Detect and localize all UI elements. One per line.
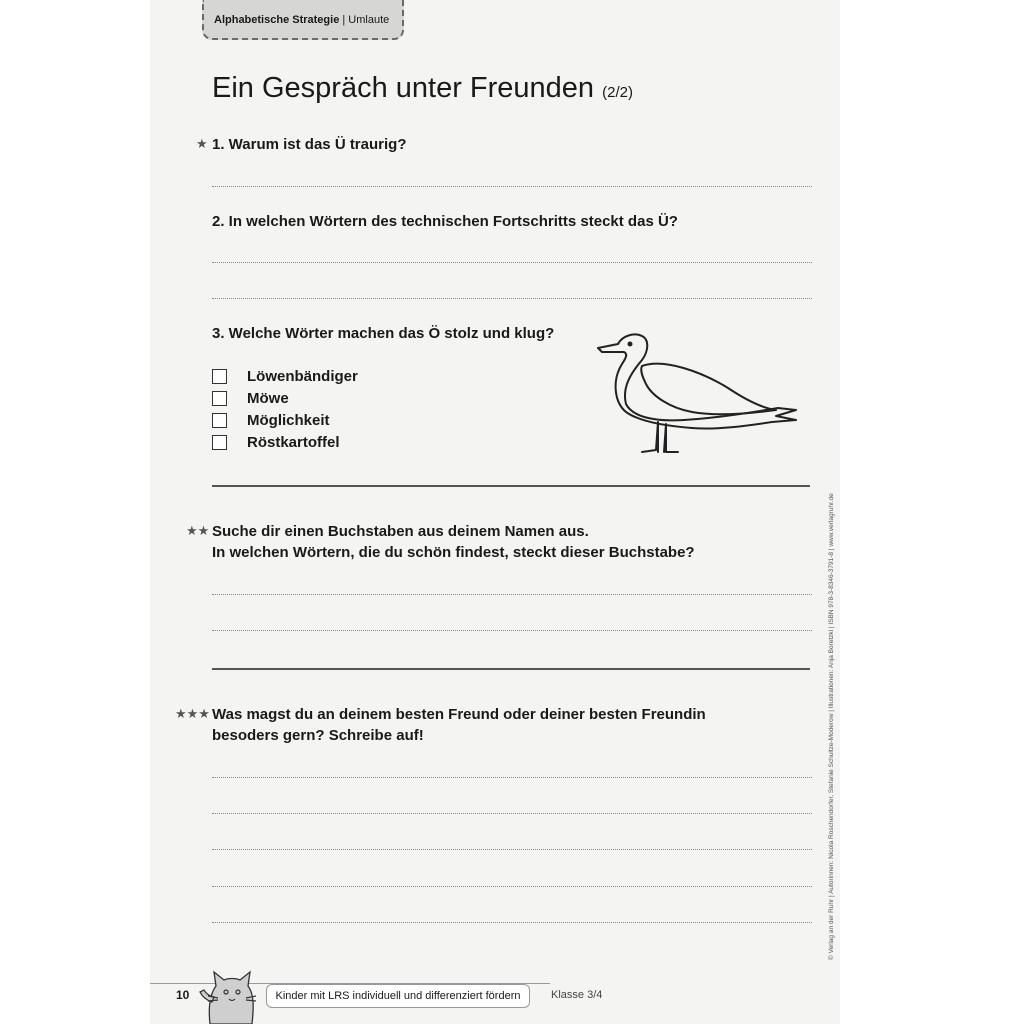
section-divider xyxy=(212,668,810,670)
answer-line[interactable] xyxy=(212,777,812,778)
page-title xyxy=(212,72,633,105)
footer-book-title: Kinder mit LRS individuell und differenziert fördern xyxy=(266,984,530,1008)
checkbox-option-4[interactable] xyxy=(212,435,227,450)
option-3-label: Möglichkeit xyxy=(247,412,330,429)
task-2-line-2: In welchen Wörtern, die du schön findest, steckt dieser Buchstabe? xyxy=(212,544,695,561)
answer-line[interactable] xyxy=(212,886,812,887)
answer-line[interactable] xyxy=(212,922,812,923)
option-4-label: Röstkartoffel xyxy=(247,434,340,451)
page-number: 10 xyxy=(176,988,190,1002)
answer-line[interactable] xyxy=(212,298,812,299)
option-2-label: Möwe xyxy=(247,390,289,407)
difficulty-stars-2-icon: ★★ xyxy=(186,523,210,538)
answer-line[interactable] xyxy=(212,630,812,631)
checkbox-option-3[interactable] xyxy=(212,413,227,428)
cat-mascot-icon xyxy=(196,966,270,1024)
difficulty-stars-3-icon: ★★★ xyxy=(175,706,210,721)
option-1-label: Löwenbändiger xyxy=(247,368,358,385)
section-tab xyxy=(202,0,404,40)
page-title-main: Ein Gespräch unter Freunden xyxy=(212,72,595,104)
answer-line[interactable] xyxy=(212,186,812,187)
page-title-sub: (2/2) xyxy=(602,84,633,101)
answer-line[interactable] xyxy=(212,594,812,595)
section-strategy: Alphabetische Strategie xyxy=(214,14,340,26)
task-3-line-2: besoders gern? Schreibe auf! xyxy=(212,727,424,744)
answer-line[interactable] xyxy=(212,262,812,263)
seagull-illustration xyxy=(596,330,801,456)
question-3: 3. Welche Wörter machen das Ö stolz und klug? xyxy=(212,325,555,342)
checkbox-option-1[interactable] xyxy=(212,369,227,384)
question-1: 1. Warum ist das Ü traurig? xyxy=(212,136,407,153)
question-2: 2. In welchen Wörtern des technischen Fortschritts steckt das Ü? xyxy=(212,213,678,230)
task-2-line-1: Suche dir einen Buchstaben aus deinem Namen aus. xyxy=(212,523,589,540)
answer-line[interactable] xyxy=(212,813,812,814)
difficulty-star-icon: ★ xyxy=(196,136,208,151)
task-3-line-1: Was magst du an deinem besten Freund oder deiner besten Freundin xyxy=(212,706,706,723)
answer-line[interactable] xyxy=(212,849,812,850)
section-divider xyxy=(212,485,810,487)
footer-grade: Klasse 3/4 xyxy=(551,989,603,1001)
checkbox-option-2[interactable] xyxy=(212,391,227,406)
section-topic: | Umlaute xyxy=(339,14,390,26)
copyright-sidebar: © Verlag an der Ruhr | Autorinnen: Nicola Roschendorfer, Stefanie Schultze-Moderow | Illustrationen: Anja Boretzki | ISBN 978-3-8346-3791-8 | www.verlagruhr.de xyxy=(828,493,835,960)
